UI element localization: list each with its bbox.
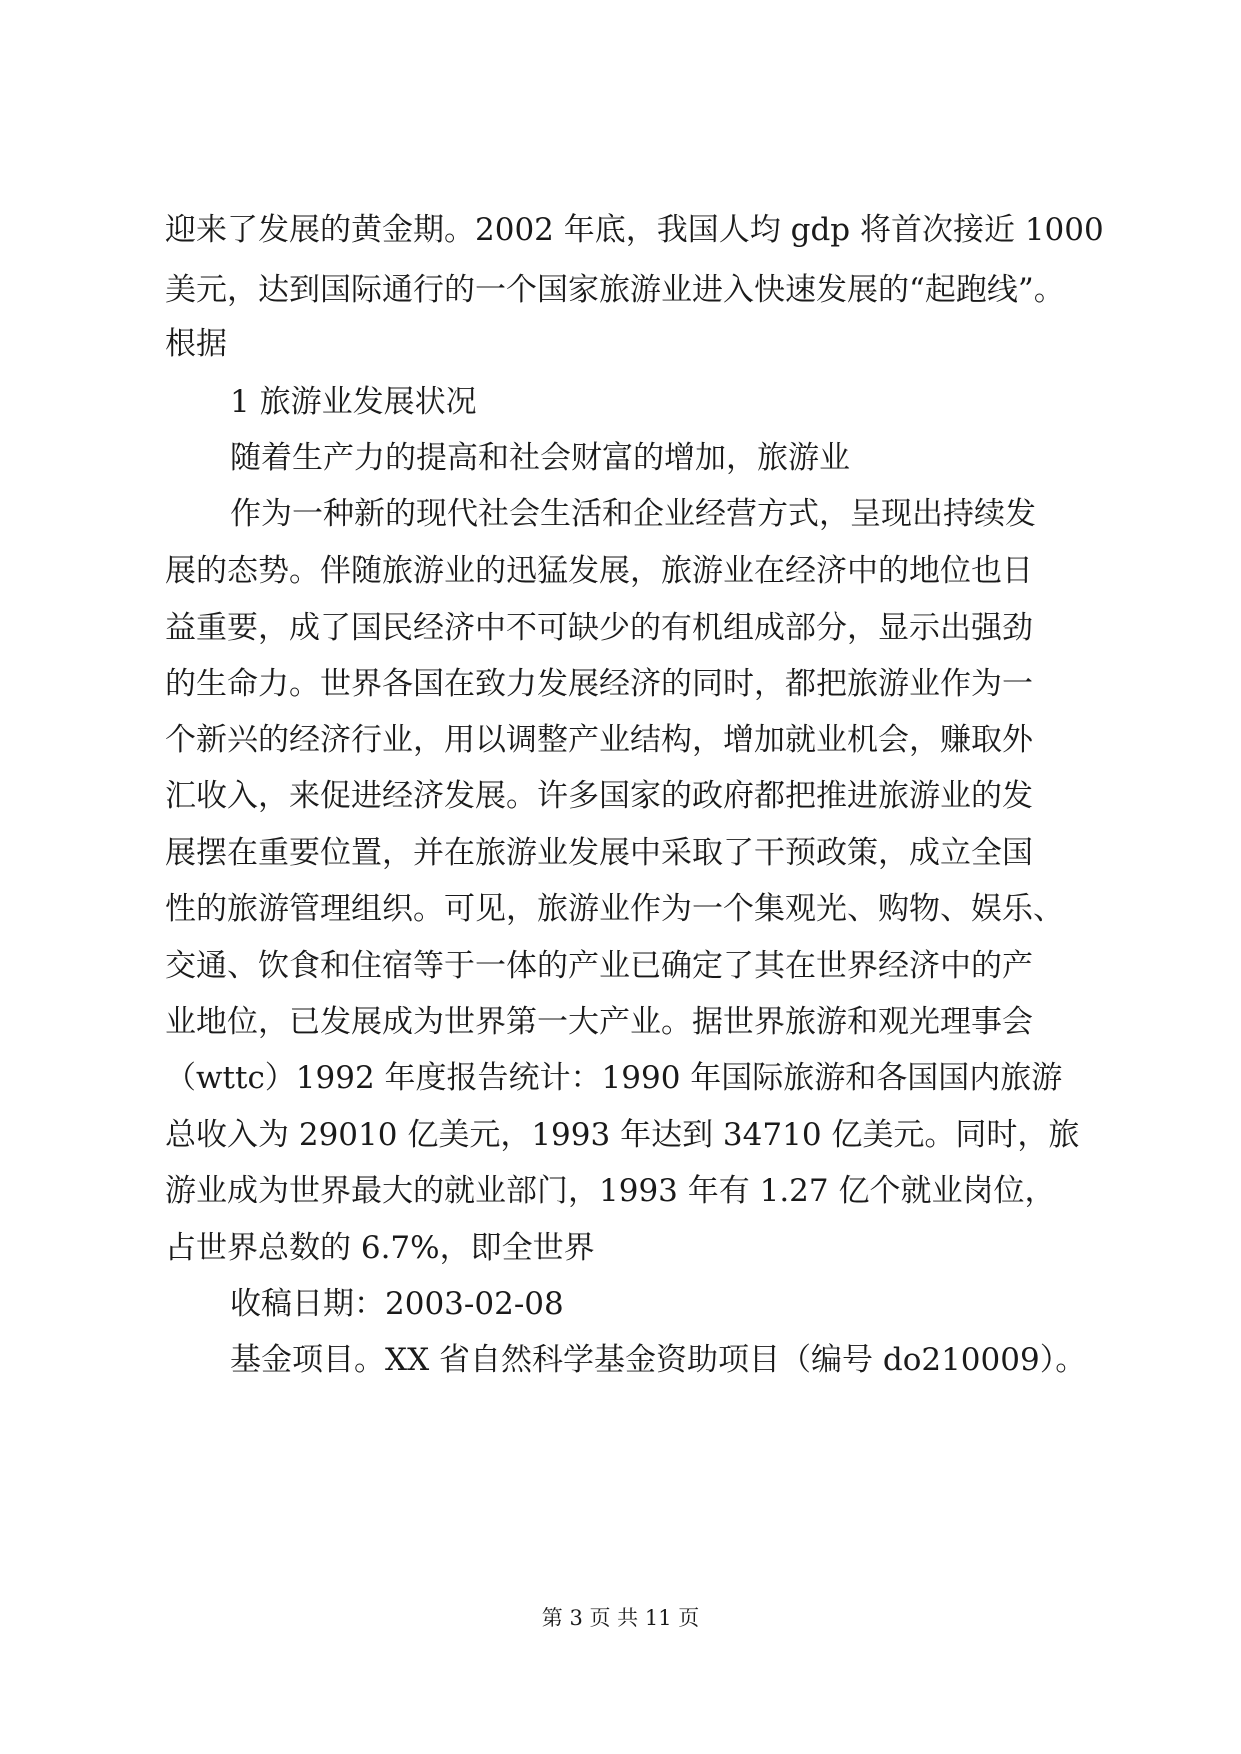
text-line-6: 作为一种新的现代社会生活和企业经营方式，呈现出持续发 — [230, 496, 1036, 532]
text-line-1: 迎来了发展的黄金期。2002 年底，我国人均 gdp 将首次接近 1000 — [165, 212, 1104, 248]
text-line-16: （wttc）1992 年度报告统计：1990 年国际旅游和各国国内旅游 — [165, 1060, 1063, 1096]
text-line-19: 占世界总数的 6.7%，即全世界 — [165, 1230, 595, 1266]
text-line-14: 交通、饮食和住宿等于一体的产业已确定了其在世界经济中的产 — [165, 948, 1033, 984]
section-heading: 1 旅游业发展状况 — [230, 384, 477, 420]
text-line-5: 随着生产力的提高和社会财富的增加，旅游业 — [230, 440, 850, 476]
received-date: 收稿日期：2003-02-08 — [230, 1286, 564, 1322]
text-line-9: 的生命力。世界各国在致力发展经济的同时，都把旅游业作为一 — [165, 666, 1033, 702]
text-line-8: 益重要，成了国民经济中不可缺少的有机组成部分，显示出强劲 — [165, 610, 1033, 646]
text-line-13: 性的旅游管理组织。可见，旅游业作为一个集观光、购物、娱乐、 — [165, 891, 1064, 927]
text-line-7: 展的态势。伴随旅游业的迅猛发展，旅游业在经济中的地位也日 — [165, 553, 1033, 589]
text-line-11: 汇收入，来促进经济发展。许多国家的政府都把推进旅游业的发 — [165, 778, 1033, 814]
text-line-18: 游业成为世界最大的就业部门，1993 年有 1.27 亿个就业岗位， — [165, 1173, 1056, 1209]
text-line-10: 个新兴的经济行业，用以调整产业结构，增加就业机会，赚取外 — [165, 722, 1033, 758]
text-line-12: 展摆在重要位置，并在旅游业发展中采取了干预政策，成立全国 — [165, 835, 1033, 871]
text-line-15: 业地位，已发展成为世界第一大产业。据世界旅游和观光理事会 — [165, 1004, 1033, 1040]
text-line-3: 根据 — [165, 326, 227, 362]
page-footer: 第 3 页 共 11 页 — [541, 1606, 700, 1630]
fund-project: 基金项目。XX 省自然科学基金资助项目（编号 do210009）。 — [230, 1342, 1087, 1378]
text-line-2: 美元，达到国际通行的一个国家旅游业进入快速发展的“起跑线”。 — [165, 272, 1065, 308]
text-line-17: 总收入为 29010 亿美元，1993 年达到 34710 亿美元。同时，旅 — [165, 1117, 1080, 1153]
